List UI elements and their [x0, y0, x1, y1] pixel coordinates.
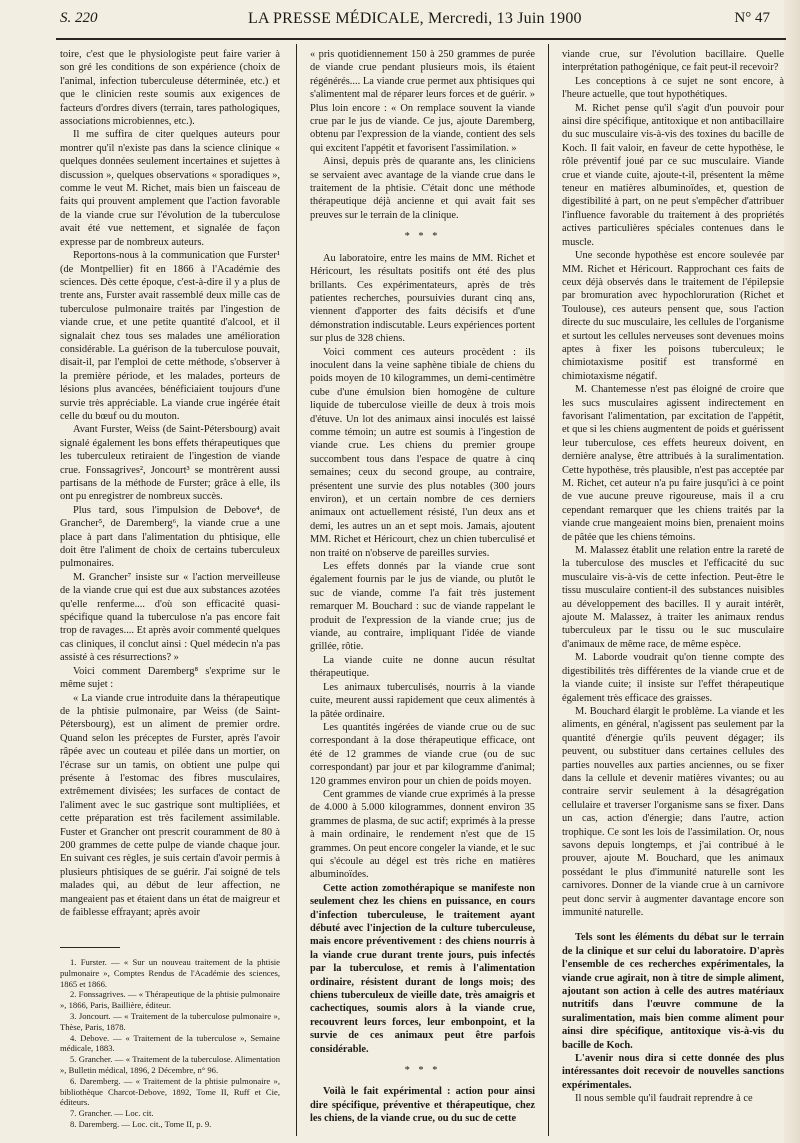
column-3 — [562, 48, 784, 1140]
footnotes — [60, 957, 280, 1130]
footnote: 4. Debove. — « Traitement de la tuberculose », Semaine médicale, 1883. — [60, 1032, 280, 1054]
paragraph: M. Richet pense qu'il s'agit d'un pouvoir pour ainsi dire spécifique, antitoxique et non antibacillaire du suc musculaire vis-à-vis des toxines du bacille de Koch. Il fait valoir, en faveur de cette hypothèse, le rôle préventif joué par ce suc musculaire. Viande crue et viande cuite, ajoute-t-il, présentent la même teneur en matières albuminoïdes, et, question de digestibilité à part, on ne peut s'empêcher d'attribuer l'influence favorable du traitement à des propriétés actives particulières spéciales contenues dans le muscle. — [562, 102, 784, 248]
paragraph: La viande cuite ne donne aucun résultat thérapeutique. — [310, 654, 535, 680]
page-number: S. 220 — [60, 10, 98, 26]
quotation: « pris quotidiennement 150 à 250 grammes de purée de viande crue pendant plusieurs mois, ils étaient régénérés.... La viande crue permet aux phtisiques qui s'alimentent mal de réparer leurs forces et de guérir. » Plus loin encore : « On remplace souvent la viande crue par le jus de viande. Ce jus, ajoute Daremberg, obtenu par l'expression de la viande, contient des sels qui excitent l'appétit et favorisent l'assimilation. » — [310, 49, 535, 154]
page-edge — [784, 0, 800, 1143]
paragraph: Au laboratoire, entre les mains de MM. Richet et Héricourt, les résultats positifs ont été des plus brillants. Ces expérimentateurs, après de très patientes recherches, poursuivies durant cinq ans, viennent d'apporter des faits décisifs et d'une démonstration indiscutable. Leurs expériences portent sur plus de 328 chiens. — [310, 252, 535, 345]
paragraph: Une seconde hypothèse est encore soulevée par MM. Richet et Héricourt. Rapprochant ces faits de ceux déjà observés dans le traitement de l'épilepsie par bromuration avec hypochloruration (Richet et Toulouse), ces auteurs pensent que, sous l'action directe du suc musculaire, les cellules de l'organisme et surtout les cellules nerveuses sont devenues moins aptes à fixer les poisons tuberculeux; le chimiotaxisme positif est transformé en chimiotaxisme négatif. — [562, 250, 784, 382]
paragraph: Il nous semble qu'il faudrait reprendre à ce — [575, 1093, 753, 1105]
column-1 — [60, 48, 280, 933]
footnote: 7. Grancher. — Loc. cit. — [70, 1108, 154, 1119]
paragraph: Plus tard, sous l'impulsion de Debove⁴, de Grancher⁵, de Daremberg⁶, la viande crue a une place à part dans l'alimentation du phtisique, elle doit être l'aliment de choix de certains tuberculeux pulmonaires. — [60, 504, 280, 570]
page-header — [0, 0, 800, 36]
paragraph: Voilà le fait expérimental : action pour ainsi dire spécifique, préventive et thérapeutique, chez les chiens, de la viande crue, ou du suc de cette — [310, 1086, 535, 1125]
paragraph: M. Bouchard élargit le problème. La viande et les aliments, en général, n'agissent pas seulement par la quantité d'énergie qu'ils peuvent dégager; ils peuvent, ou substituer dans certaines cellules des parties nouvelles aux parties anciennes, ou se fixer dans la cellule et devenir matières vivantes; ou au contraire servir seulement à la désagrégation cellulaire et traverser l'organisme sans se fixer. Dans un cas, action d'énergie; dans l'autre, action trophique. Ce sont les lois de l'assimilation. Or, nous savons depuis longtemps, et j'ai contribué à le prouver, ajoute M. Bouchard, que les animaux possédant le plus d'immunité naturelle sont les carnivores. Donner de la viande crue à un carnivore peut donc servir à augmenter davantage encore son immunité naturelle. — [562, 705, 784, 918]
paragraph: Cette action zomothérapique se manifeste non seulement chez les chiens en puissance, en cours d'infection tuberculeuse, le traitement ayant débuté avec l'injection de la culture tuberculeuse, mais encore préventivement : des chiens nourris à la viande crue durant trente jours, puis infectés par la tuberculose, et remis à l'alimentation ordinaire, résistent durant de longs mois; des chiens tuberculeux de vieille date, très amaigris et cachectiques, soumis alors à la viande crue, recouvrent leurs forces, leur embonpoint, et la survie de ces animaux peut être parfois considérable. — [310, 882, 535, 1055]
paragraph: M. Chantemesse n'est pas éloigné de croire que les sucs musculaires agissent indirectement en favorisant l'alimentation, par excitation de l'appétit, et que si les chiens augmentent de poids et guérissent leur tuberculose, ces effets heureux doivent, en dernière analyse, être attribués à la suralimentation. Cette hypothèse, très plausible, n'est pas acceptée par M. Richet, cet auteur n'a pu faire jusqu'ici à ce point de vue aucune preuve rigoureuse, mais il a cru cependant remarquer que les chiens traités par la viande crue mangeaient moins bien, prenaient moins de pâtée que les chiens témoins. — [562, 384, 784, 543]
section-separator: * * * — [404, 231, 441, 243]
footnote: 3. Joncourt. — « Traitement de la tuberculose pulmonaire », Thèse, Paris, 1878. — [60, 1010, 280, 1032]
paragraph: M. Malassez établit une relation entre la rareté de la tuberculose des muscles et l'efficacité du suc musculaire vis-à-vis de cette infection. Peut-être le tissu musculaire contient-il des substances nuisibles au développement des bacilles. Il y aurait intérêt, ajoute M. Malassez, à traiter les animaux rendus tuberculeux par le tissu ou le suc musculaire d'animaux de même race, de même espèce. — [562, 545, 784, 650]
paragraph: M. Laborde voudrait qu'on tienne compte des digestibilités très différentes de la viande crue et de la viande cuite; il insiste sur l'effet thérapeutique également très efficace des graisses. — [562, 652, 784, 704]
paragraph: Les animaux tuberculisés, nourris à la viande cuite, meurent aussi rapidement que ceux alimentés à la pâtée ordinaire. — [310, 681, 535, 720]
paragraph: Voici comment ces auteurs procèdent : ils inoculent dans la veine saphène tibiale de chiens du poids moyen de 10 kilogrammes, un demi-centimètre cube d'une émulsion bien homogène de culture liquide de tuberculose vieille de deux à trois mois d'étuve. Un lot des animaux ainsi inoculés est laissé comme témoin; un autre est soumis à l'ingestion de viande crue. Les chiens du premier groupe succombent tous dans l'espace de quatre à cinq semaines; ceux du second groupe, au contraire, présentent une survie des plus notables (300 jours environ), et un certain nombre de ces derniers animaux ont actuellement résisté, l'un deux ans et demi, les autres un an et sept mois. Jamais, ajoutent MM. Richet et Héricourt, chez un chien tuberculisé et non traité on n'observe de pareilles survies. — [310, 346, 535, 559]
footnote: 5. Grancher. — « Traitement de la tuberculose. Alimentation », Bulletin médical, 1896, 2 Décembre, n° 96. — [60, 1054, 280, 1075]
paragraph: M. Grancher⁷ insiste sur « l'action merveilleuse de la viande crue qui est due aux substances azotées qu'elle renferme.... d'où son efficacité quasi-spécifique quand la tuberculose n'a pas encore fait trop de ravages.... Et après avoir commenté quelques cas cliniques, il conclut ainsi : Quel médecin n'a pas assisté à ces résurrections? » — [60, 571, 280, 664]
paragraph: viande crue, sur l'évolution bacillaire. Quelle interprétation pathogénique, ce fait peut-il recevoir? — [562, 49, 784, 74]
paragraph: Les quantités ingérées de viande crue ou de suc correspondant à la dose thérapeutique efficace, ont été de 12 grammes de viande crue (ou de suc correspondant) par jour et par kilogramme d'animal; 120 grammes environ pour un chien de poids moyen. — [310, 721, 535, 787]
footnote: 1. Furster. — « Sur un nouveau traitement de la phtisie pulmonaire », Comptes Rendus de l'Académie des sciences, 1865 et 1866. — [60, 957, 280, 989]
footnote-rule — [60, 947, 120, 948]
paragraph: Voici comment Daremberg⁸ s'exprime sur le même sujet : — [60, 665, 280, 691]
paragraph: Ainsi, depuis près de quarante ans, les cliniciens se servaient avec avantage de la viande crue dans le traitement de la phtisie. C'était donc une méthode thérapeutique déjà ancienne et qui avait fait ses preuves sur le terrain de la clinique. — [310, 156, 535, 221]
section-separator: * * * — [404, 1065, 441, 1077]
paragraph: Les conceptions à ce sujet ne sont encore, à l'heure actuelle, que tout hypothétiques. — [562, 75, 784, 101]
issue-number: N° 47 — [734, 10, 770, 26]
publication-title: LA PRESSE MÉDICALE, Mercredi, 13 Juin 1900 — [248, 10, 582, 27]
paragraph: Les effets donnés par la viande crue sont également fournis par le jus de viande, ou plutôt le suc de viande, comme l'a fait très justement remarquer M. Bouchard : suc de viande rappelant le produit de l'expression de la viande crue; jus de viande, au contraire, impliquant l'idée de viande grillée, rôtie. — [310, 561, 535, 653]
column-2 — [310, 48, 535, 1140]
paragraph: Avant Furster, Weiss (de Saint-Pétersbourg) avait signalé également les bons effets thérapeutiques que les tuberculeux retiraient de l'ingestion de viande crue. Fonssagrives², Joncourt³ se montrèrent aussi partisans de la méthode de Furster; grâce à elle, ils ont pu enregistrer de nombreux succès. — [60, 424, 280, 503]
paragraph: Tels sont les éléments du débat sur le terrain de la clinique et sur celui du laboratoire. D'après l'ensemble de ces recherches expérimentales, la viande crue agirait, non à titre de simple aliment, ajoutant son action à celle des autres matériaux nutritifs dans l'œuvre commune de la suralimentation, mais bien comme aliment pour ainsi dire spécifique, antitoxique vis-à-vis du bacille de Koch. — [562, 932, 784, 1051]
footnote: 2. Fonssagrives. — « Thérapeutique de la phtisie pulmonaire », 1866, Paris, Baillière, éditeur. — [60, 989, 280, 1011]
paragraph: L'avenir nous dira si cette donnée des plus intéressantes doit recevoir de nouvelles sanctions expérimentales. — [562, 1053, 784, 1091]
column-rule-2 — [548, 44, 549, 1136]
quotation: « La viande crue introduite dans la thérapeutique de la phtisie pulmonaire, par Weiss (de Saint-Pétersbourg), est un aliment de premier ordre. Quand selon les préceptes de Furster, après l'avoir râpée avec un couteau et pilée dans un mortier, on l'écrase sur un tamis, on obtient une pulpe qui présente à l'estomac des fibres musculaires, extrêmement divisées; les surfaces de contact de l'aliment avec le suc gastrique sont multipliées, et cette préparation est très facilement assimilable. Fuster et Grancher ont prescrit couramment de 80 à 200 grammes de cette pulpe de viande chaque jour. En suivant ces règles, je suis certain d'avoir permis à plusieurs phtisiques de se guérir. J'ai soigné de tels malades qui, au début de leur affection, ne mangeaient pas et étaient dans un état de maigreur et de faiblesse effrayant; après avoir — [60, 692, 280, 918]
paragraph: Cent grammes de viande crue exprimés à la presse de 4.000 à 5.000 kilogrammes, donnent environ 35 grammes de plasma, de suc actif; exprimés à la presse à main ordinaire, le rendement n'est que de 15 grammes. On peut encore congeler la viande, et le suc qui s'écoule au dégel est très riche en matières albuminoïdes. — [310, 788, 535, 881]
paragraph: Reportons-nous à la communication que Furster¹ (de Montpellier) fit en 1866 à l'Académie des sciences. Dès cette époque, c'est-à-dire il y a plus de trente ans, Furster avait rassemblé deux mille cas de tuberculose pulmonaire traités par l'ingestion de viande crue, et une petite quantité d'alcool, et il signalait chez tous ses malades une amélioration considérable. La guérison de la tuberculose pouvait, disait-il, par l'emploi de cette méthode, s'observer à la première période, et les malades, porteurs de lésions plus avancées, bénéficiaient toujours d'une survie très appréciable. La viande crue ingérée était celle du bœuf ou du mouton. — [60, 250, 280, 422]
column-rule-1 — [296, 44, 297, 1136]
paragraph: toire, c'est que le physiologiste peut faire varier à son gré les conditions de son expérience (choix de l'animal, infection tuberculeuse déterminée, etc.) et que le clinicien reste soumis aux exigences de facteurs d'ordres divers (terrain, tares pathologiques, associations microbiennes, etc.). — [60, 49, 280, 128]
header-rule — [56, 38, 786, 40]
paragraph: Il me suffira de citer quelques auteurs pour montrer qu'il n'existe pas dans la science clinique « quelques données seulement incertaines et sujettes à discussion », quelques observations « sporadiques », comme le veut M. Richet, mais bien un faisceau de faits qui prouvent amplement que l'action favorable de la viande crue sur l'évolution de la tuberculose avait été vue nettement, et signalée de façon expresse par de nombreux auteurs. — [60, 129, 280, 248]
footnote: 8. Daremberg. — Loc. cit., Tome II, p. 9. — [70, 1118, 212, 1129]
footnote: 6. Daremberg. — « Traitement de la phtisie pulmonaire », bibliothèque Charcot-Debove, 1892, Tome II, Ruff et Cie, éditeurs. — [60, 1075, 280, 1108]
